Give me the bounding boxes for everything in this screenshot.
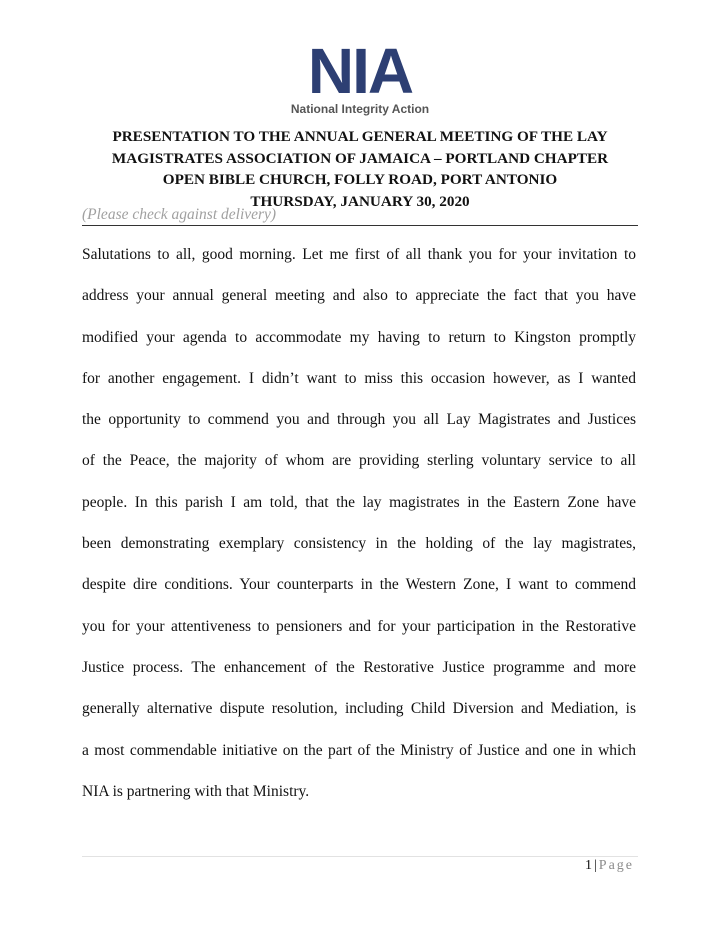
logo-mark: NIA — [307, 35, 413, 107]
body-line: generally alternative dispute resolution, including Child Diversion and Mediation, is — [82, 700, 636, 718]
body-line: the opportunity to commend you and through you all Lay Magistrates and Justices — [82, 411, 636, 429]
body-line: address your annual general meeting and also to appreciate the fact that you have — [82, 287, 636, 305]
footer-separator: | — [593, 858, 597, 873]
page-number: 1 — [584, 858, 592, 873]
body-line: of the Peace, the majority of whom are providing sterling voluntary service to all — [82, 452, 636, 470]
body-line: Salutations to all, good morning. Let me first of all thank you for your invitation to — [82, 246, 636, 263]
document-title — [82, 126, 638, 212]
title-line: THURSDAY, JANUARY 30, 2020 — [250, 192, 470, 210]
header-divider — [82, 225, 638, 226]
page-footer — [585, 858, 634, 874]
delivery-note: (Please check against delivery) — [82, 206, 277, 223]
body-line: NIA is partnering with that Ministry. — [82, 782, 310, 800]
body-line: people. In this parish I am told, that the lay magistrates in the Eastern Zone have — [82, 493, 636, 511]
title-line: PRESENTATION TO THE ANNUAL GENERAL MEETING OF THE LAY — [112, 128, 608, 145]
body-line: for another engagement. I didn’t want to miss this occasion however, as I wanted — [82, 369, 636, 387]
speech-body — [82, 244, 636, 822]
body-line: despite dire conditions. Your counterparts in the Western Zone, I want to commend — [82, 576, 636, 594]
body-line: you for your attentiveness to pensioners and for your participation in the Restorative — [82, 617, 636, 635]
body-line: a most commendable initiative on the part of the Ministry of Justice and one in which — [82, 741, 636, 759]
body-line: been demonstrating exemplary consistency in the holding of the lay magistrates, — [82, 535, 636, 553]
footer-divider — [82, 856, 638, 857]
title-line: MAGISTRATES ASSOCIATION OF JAMAICA – PORTLAND CHAPTER — [111, 149, 609, 167]
body-line: Justice process. The enhancement of the Restorative Justice programme and more — [82, 658, 636, 676]
page-label: Page — [598, 858, 634, 873]
body-line: modified your agenda to accommodate my having to return to Kingston promptly — [82, 328, 636, 346]
title-line: OPEN BIBLE CHURCH, FOLLY ROAD, PORT ANTONIO — [162, 171, 558, 188]
logo-subtitle: National Integrity Action — [290, 102, 430, 116]
nia-logo — [260, 35, 460, 116]
